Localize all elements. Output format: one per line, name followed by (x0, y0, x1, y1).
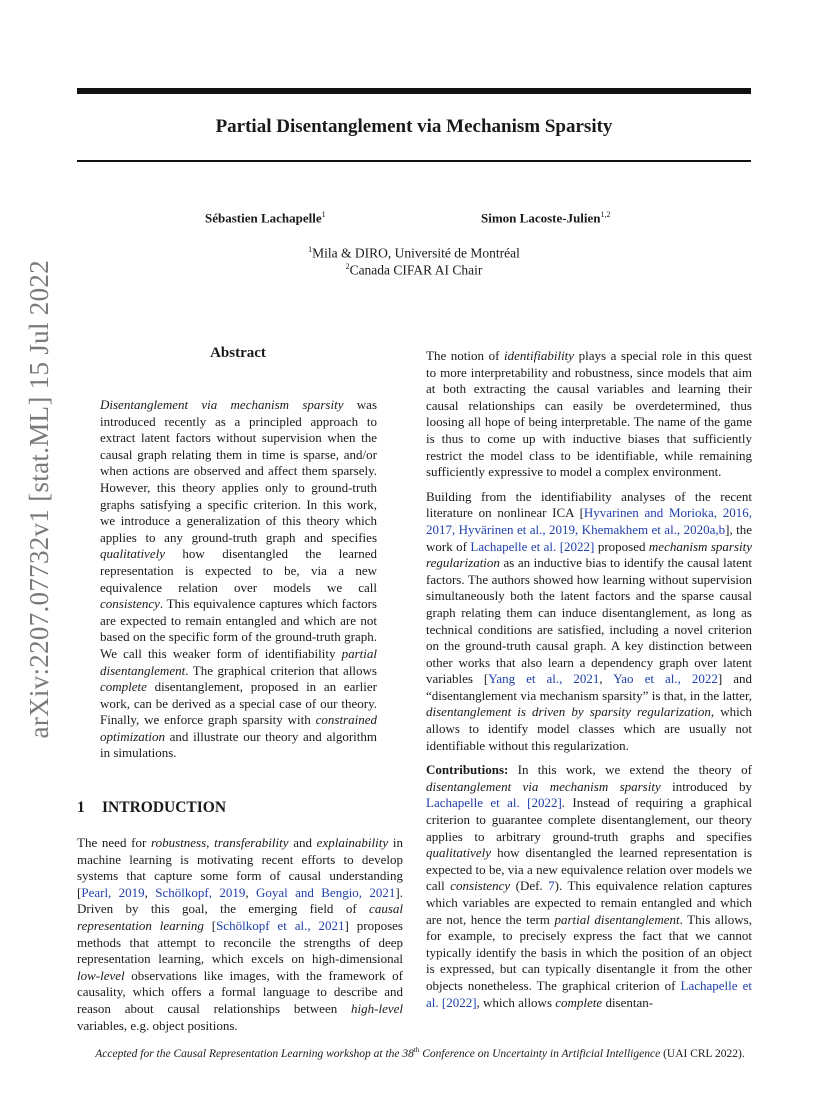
citation-link[interactable]: Goyal and Bengio, 2021 (255, 884, 396, 900)
contributions-paragraph: Contributions: In this work, we extend the theory of disentanglement via mechanism sparsity introduced by Lachapelle et al. [2022]. Instead of requiring a graphical criterion to guarantee complete disentanglement, our theory applies to arbitrary ground-truth graphs and specifies qualitatively how disentangled the learned representation is expected to be, via a new equivalence relation over models we call consistency (Def. 7). This equivalence relation captures which variables are expected to remain entangled and which are not, hence the term partial disentanglement. This allows, for example, to precisely express the fact that we cannot typically identify the basis in which the position of an object is expressed, but can typically disentangle it from the other objects nonetheless. The graphical criterion of Lachapelle et al. [2022], which allows complete disentan- (426, 762, 753, 1010)
affiliation-2: $^2$Canada CIFAR AI Chair (345, 262, 483, 278)
section-heading-introduction: 1 INTRODUCTION (77, 799, 227, 816)
identifiability-paragraph: The notion of identifiability plays a special role in this quest to more interpretability and robustness, since models that aim at both extracting the causal variables and learning their causal relationships can easily be overdetermined, thus loosing all hope of being interpretable. The name of the game is thus to come up with inductive biases that sufficiently restrict the model class to be identifiable, while remaining sufficiently expressive to model a complex environment. (426, 348, 752, 480)
related-work-paragraph: Building from the identifiability analyses of the recent literature on nonlinear ICA [Hyvarinen and Morioka, 2016, 2017, Hyvärinen et al., 2019, Khemakhem et al., 2020a,b], the work of Lachapelle et al. [2022] proposed mechanism sparsity regularization as an inductive bias to identify the causal latent factors. The authors showed how learning without supervision simultaneously both the latent factors and the sparse causal graph relating them can induce disentanglement, as long as technical conditions are satisfied, including a novel criterion on the ground-truth causal graph. A key distinction between other works that also learn a dependency graph over latent variables [Yang et al., 2021, Yao et al., 2022] and “disentanglement via mechanism sparsity” is that, in the latter, disentanglement is driven by sparsity regularization, which allows to identify model classes which are usually not identifiable without this regularization. (426, 488, 752, 753)
title-rule (77, 160, 751, 162)
right-column (426, 348, 752, 1011)
top-rule (77, 88, 751, 94)
citation-link[interactable]: Lachapelle et al. [2022] (470, 538, 595, 554)
footer-note: Accepted for the Causal Representation Learning workshop at the 38th Conference on Uncertainty in Artificial Intelligence (UAI CRL 2022). (95, 1046, 745, 1060)
definition-link[interactable]: 7 (548, 878, 555, 894)
citation-link[interactable]: Lachapelle et al. [2022] (426, 977, 752, 1010)
citation-link[interactable]: Schölkopf, 2019 (155, 884, 246, 900)
affiliation-1: $^1$Mila & DIRO, Université de Montréal (308, 245, 520, 261)
abstract-paragraph: Disentanglement via mechanism sparsity was introduced recently as a principled approach to extract latent factors without supervision when the causal graph relating them in time is sparse, and/or when actions are observed and affect them sparsely. However, this theory applies only to ground-truth graphs satisfying a specific criterion. In this work, we introduce a generalization of this theory which applies to any ground-truth graph and specifies qualitatively how disentangled the learned representation is expected to be, via a new equivalence relation over models we call consistency. This equivalence captures which factors are expected to remain entangled and which are not based on the specific form of the ground-truth graph. We call this weaker form of identifiability partial disentanglement. The graphical criterion that allows complete disentanglement, proposed in an earlier work, can be derived as a special case of our theory. Finally, we enforce graph sparsity with constrained optimization and illustrate our theory and algorithm in simulations. (100, 397, 378, 761)
abstract-heading: Abstract (210, 345, 266, 361)
arxiv-stamp: arXiv:2207.07732v1 [stat.ML] 15 Jul 2022 (23, 259, 54, 739)
citation-link[interactable]: Schölkopf et al., 2021 (216, 917, 345, 933)
intro-paragraph: The need for robustness, transferability and explainability in machine learning is motivating recent efforts to develop systems that capture some form of causal understanding [Pearl, 2019, Schölkopf, 2019, Goyal and Bengio, 2021]. Driven by this goal, the emerging field of causal representation learning [Schölkopf et al., 2021] proposes methods that attempt to reconcile the strengths of deep representation learning, which excels on high-dimensional low-level observations like images, with the framework of causality, which offers a formal language to describe and reason about causal relationships between high-level variables, e.g. object positions. (77, 835, 404, 1033)
paper-title: Partial Disentanglement via Mechanism Sparsity (215, 116, 613, 137)
author-2: Simon Lacoste-Julien$^{1,2}$ (481, 210, 611, 226)
citation-link[interactable]: Yang et al., 2021 (488, 671, 600, 687)
citation-link[interactable]: Hyvarinen and Morioka, 2016, 2017, Hyvärinen et al., 2019, Khemakhem et al., 2020a,b (426, 505, 752, 537)
abstract-body (100, 397, 377, 762)
citation-link[interactable]: Yao et al., 2022 (613, 671, 718, 687)
citation-link[interactable]: Pearl, 2019 (81, 884, 145, 900)
citation-link[interactable]: Lachapelle et al. [2022] (426, 795, 562, 811)
intro-body (77, 835, 403, 1034)
author-1: Sébastien Lachapelle$^1$ (205, 210, 326, 226)
